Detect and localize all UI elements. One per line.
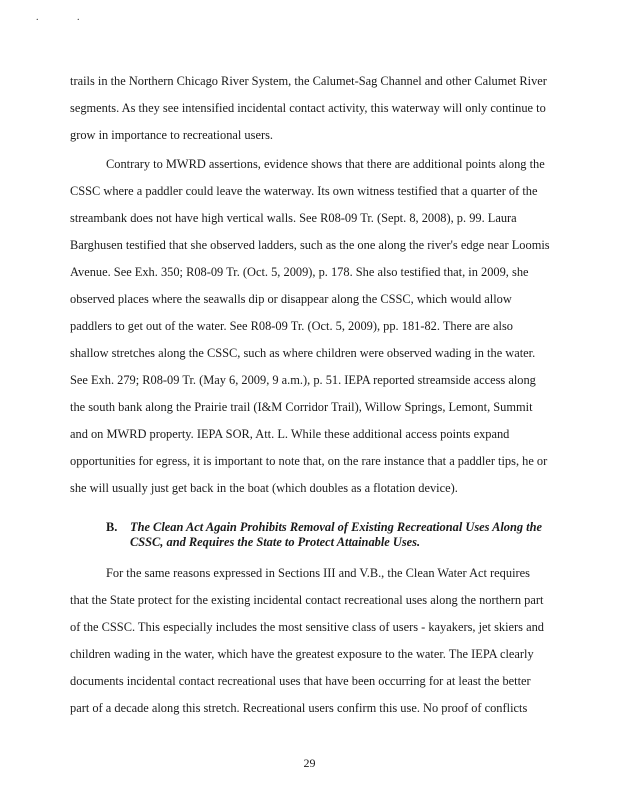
body-line: Barghusen testified that she observed ladders, such as the one along the river's edge near Loomis [70, 238, 550, 252]
body-line: Avenue. See Exh. 350; R08-09 Tr. (Oct. 5, 2009), p. 178. She also testified that, in 2009, she [70, 265, 529, 279]
body-line: Contrary to MWRD assertions, evidence shows that there are additional points along the [106, 157, 545, 171]
body-line: and on MWRD property. IEPA SOR, Att. L. While these additional access points expand [70, 427, 510, 441]
body-line: part of a decade along this stretch. Recreational users confirm this use. No proof of conflicts [70, 701, 528, 715]
body-line: See Exh. 279; R08-09 Tr. (May 6, 2009, 9 a.m.), p. 51. IEPA reported streamside access along [70, 373, 536, 387]
body-line: segments. As they see intensified incidental contact activity, this waterway will only continue to [70, 101, 546, 115]
body-line: that the State protect for the existing incidental contact recreational uses along the northern part [70, 593, 544, 607]
body-line: paddlers to get out of the water. See R08-09 Tr. (Oct. 5, 2009), pp. 181-82. There are also [70, 319, 513, 333]
body-line: opportunities for egress, it is important to note that, on the rare instance that a paddler tips, he or [70, 454, 548, 468]
body-line: children wading in the water, which have the greatest exposure to the water. The IEPA clearly [70, 647, 534, 661]
body-line: she will usually just get back in the boat (which doubles as a flotation device). [70, 481, 458, 495]
section-letter: B. [106, 520, 118, 534]
body-line: For the same reasons expressed in Sections III and V.B., the Clean Water Act requires [106, 566, 530, 580]
body-line: the south bank along the Prairie trail (I&M Corridor Trail), Willow Springs, Lemont, Summit [70, 400, 533, 414]
scan-marks: . . [36, 12, 98, 23]
body-line: CSSC where a paddler could leave the waterway. Its own witness testified that a quarter of the [70, 184, 538, 198]
body-line: streambank does not have high vertical walls. See R08-09 Tr. (Sept. 8, 2008), p. 99. Laura [70, 211, 517, 225]
section-heading: CSSC, and Requires the State to Protect Attainable Uses. [130, 535, 421, 549]
page-number: 29 [303, 756, 316, 770]
body-line: grow in importance to recreational users. [70, 128, 273, 142]
section-heading: The Clean Act Again Prohibits Removal of Existing Recreational Uses Along the [130, 520, 543, 534]
body-line: documents incidental contact recreational uses that have been occurring for at least the better [70, 674, 531, 688]
body-line: shallow stretches along the CSSC, such as where children were observed wading in the water. [70, 346, 536, 360]
body-line: observed places where the seawalls dip or disappear along the CSSC, which would allow [70, 292, 512, 306]
body-line: trails in the Northern Chicago River System, the Calumet-Sag Channel and other Calumet River [70, 74, 547, 88]
body-line: of the CSSC. This especially includes the most sensitive class of users - kayakers, jet skiers and [70, 620, 544, 634]
